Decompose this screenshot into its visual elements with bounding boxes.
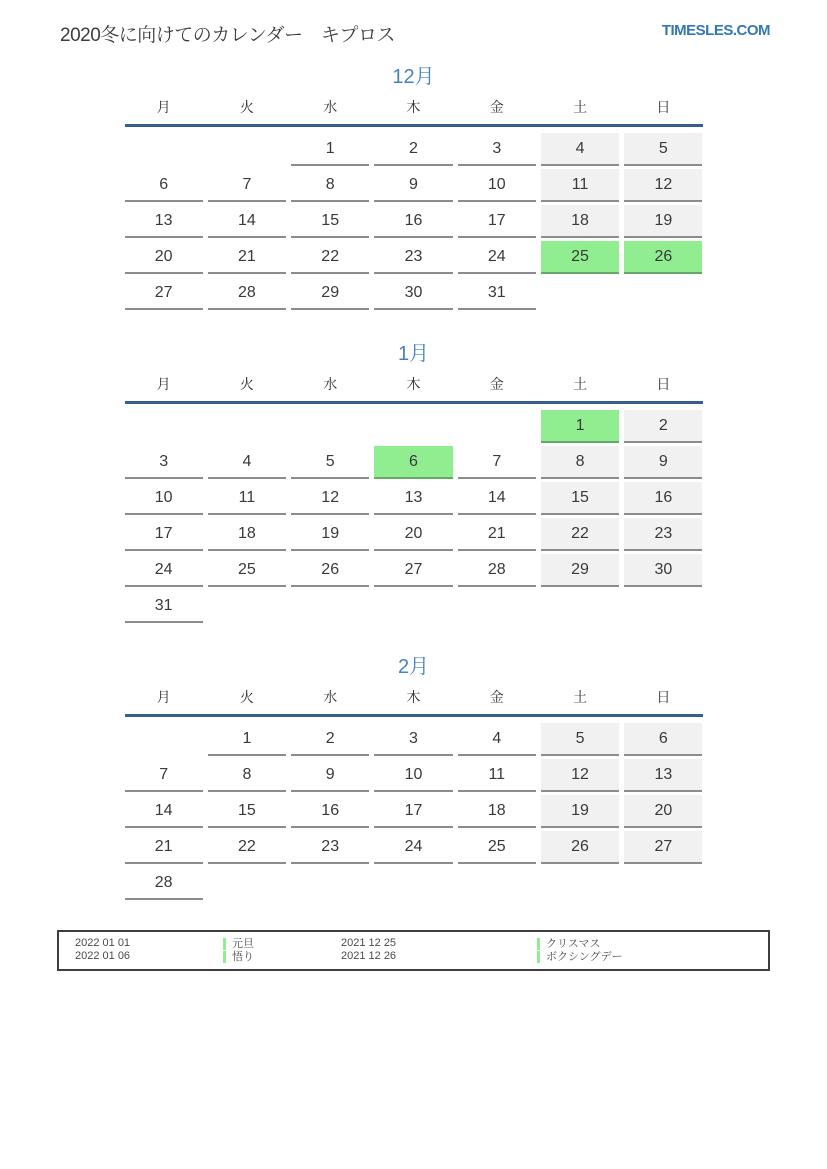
day-cell-empty [291,590,369,623]
weekday-label: 月 [156,376,171,392]
day-cell: 18 [208,518,286,551]
month-title: 2月 [397,656,430,678]
day-cell: 2 [624,410,702,443]
day-cell: 15 [291,205,369,238]
day-cell: 18 [541,205,619,238]
day-cell: 25 [208,554,286,587]
day-cell: 22 [541,518,619,551]
page-title: 2020冬に向けてのカレンダー キプロス [60,25,396,46]
day-cell: 11 [208,482,286,515]
day-cell-empty [624,867,702,900]
weekday-label: 日 [656,689,671,705]
day-cell-empty [291,867,369,900]
day-cell-empty [208,410,286,443]
day-cell: 21 [208,241,286,274]
day-cell: 30 [624,554,702,587]
day-cell: 7 [458,446,536,479]
day-cell: 28 [208,277,286,310]
day-cell-empty [208,133,286,166]
day-cell: 26 [291,554,369,587]
day-cell: 8 [541,446,619,479]
site-logo: TIMESLES.COM [661,22,770,39]
weekday-label: 水 [323,689,338,705]
weekday-label: 金 [489,376,504,392]
day-cell-empty [374,410,452,443]
weekday-label: 水 [323,99,338,115]
day-cell: 20 [125,241,203,274]
day-cell: 9 [291,759,369,792]
day-cell: 16 [624,482,702,515]
day-cell: 10 [374,759,452,792]
day-cell-empty [458,590,536,623]
day-cell: 5 [624,133,702,166]
day-cell: 24 [125,554,203,587]
day-cell: 31 [458,277,536,310]
day-cell-empty [125,133,203,166]
weekday-label: 月 [156,689,171,705]
day-cell-empty [624,590,702,623]
weekday-label: 金 [489,689,504,705]
legend-labels-left [223,937,341,963]
day-cell: 14 [208,205,286,238]
day-cell: 21 [125,831,203,864]
day-cell-empty [208,590,286,623]
weekday-header [125,374,703,404]
day-cell: 27 [374,554,452,587]
day-cell: 11 [458,759,536,792]
day-cell: 20 [624,795,702,828]
day-cell: 5 [541,723,619,756]
day-cell-empty [458,410,536,443]
day-cell: 20 [374,518,452,551]
day-cell: 14 [458,482,536,515]
calendar-grid [125,410,703,623]
day-cell: 29 [541,554,619,587]
day-cell: 5 [291,446,369,479]
calendar-grid [125,133,703,310]
weekday-label: 木 [406,376,421,392]
day-cell: 6 [624,723,702,756]
month-block [125,340,703,623]
day-cell-empty [125,723,203,756]
day-cell-empty [125,410,203,443]
day-cell: 8 [208,759,286,792]
weekday-header [125,97,703,127]
day-cell: 17 [374,795,452,828]
legend-holiday-label: クリスマス [537,938,768,950]
legend-holiday-label: 悟り [223,951,341,963]
day-cell-empty [208,867,286,900]
day-cell: 15 [541,482,619,515]
weekday-header [125,687,703,717]
day-cell: 25 [541,241,619,274]
day-cell: 4 [458,723,536,756]
day-cell: 1 [291,133,369,166]
day-cell: 23 [624,518,702,551]
day-cell: 29 [291,277,369,310]
day-cell: 8 [291,169,369,202]
legend-holiday-label: ボクシングデー [537,951,768,963]
day-cell: 10 [125,482,203,515]
page-header [0,0,827,47]
day-cell-empty [624,277,702,310]
day-cell: 6 [125,169,203,202]
day-cell: 21 [458,518,536,551]
weekday-label: 火 [239,376,254,392]
day-cell: 26 [541,831,619,864]
weekday-label: 火 [239,99,254,115]
day-cell: 6 [374,446,452,479]
day-cell: 17 [125,518,203,551]
legend-date: 2021 12 26 [341,950,397,962]
day-cell: 12 [624,169,702,202]
day-cell: 19 [624,205,702,238]
day-cell: 28 [458,554,536,587]
day-cell: 3 [458,133,536,166]
day-cell: 10 [458,169,536,202]
day-cell: 2 [291,723,369,756]
weekday-label: 金 [489,99,504,115]
day-cell: 2 [374,133,452,166]
weekday-label: 木 [406,99,421,115]
day-cell: 19 [291,518,369,551]
legend-date: 2022 01 06 [75,950,131,962]
weekday-label: 日 [656,99,671,115]
day-cell: 3 [125,446,203,479]
day-cell: 9 [374,169,452,202]
legend-box [57,930,770,971]
weekday-label: 土 [573,376,588,392]
weekday-label: 日 [656,376,671,392]
weekday-label: 木 [406,689,421,705]
legend-dates-left [75,937,223,963]
day-cell-empty [541,590,619,623]
day-cell-empty [458,867,536,900]
weekday-label: 土 [573,689,588,705]
day-cell: 25 [458,831,536,864]
legend-labels-right [537,937,768,963]
day-cell: 4 [541,133,619,166]
weekday-label: 水 [323,376,338,392]
legend-date: 2022 01 01 [75,937,131,949]
day-cell: 17 [458,205,536,238]
day-cell: 22 [208,831,286,864]
calendar-grid [125,723,703,900]
day-cell: 4 [208,446,286,479]
day-cell: 26 [624,241,702,274]
weekday-label: 火 [239,689,254,705]
month-block [125,653,703,900]
day-cell: 3 [374,723,452,756]
day-cell: 19 [541,795,619,828]
month-title: 12月 [392,66,435,88]
day-cell-empty [541,867,619,900]
day-cell-empty [374,590,452,623]
day-cell: 16 [374,205,452,238]
day-cell: 18 [458,795,536,828]
day-cell-empty [291,410,369,443]
day-cell: 11 [541,169,619,202]
legend-holiday-label: 元旦 [223,938,341,950]
day-cell: 13 [125,205,203,238]
day-cell: 28 [125,867,203,900]
day-cell: 23 [291,831,369,864]
day-cell: 7 [208,169,286,202]
day-cell: 12 [291,482,369,515]
day-cell: 13 [374,482,452,515]
legend-date: 2021 12 25 [341,937,397,949]
day-cell: 24 [458,241,536,274]
day-cell: 12 [541,759,619,792]
day-cell: 7 [125,759,203,792]
day-cell: 27 [125,277,203,310]
day-cell: 31 [125,590,203,623]
day-cell: 23 [374,241,452,274]
day-cell: 16 [291,795,369,828]
legend-dates-right [341,937,537,963]
months-container [125,63,703,900]
day-cell: 24 [374,831,452,864]
weekday-label: 土 [573,99,588,115]
day-cell: 27 [624,831,702,864]
weekday-label: 月 [156,99,171,115]
day-cell-empty [541,277,619,310]
day-cell: 15 [208,795,286,828]
day-cell: 13 [624,759,702,792]
day-cell: 1 [541,410,619,443]
day-cell: 30 [374,277,452,310]
day-cell: 22 [291,241,369,274]
day-cell: 1 [208,723,286,756]
month-block [125,63,703,310]
day-cell-empty [374,867,452,900]
month-title: 1月 [397,343,430,365]
day-cell: 9 [624,446,702,479]
day-cell: 14 [125,795,203,828]
